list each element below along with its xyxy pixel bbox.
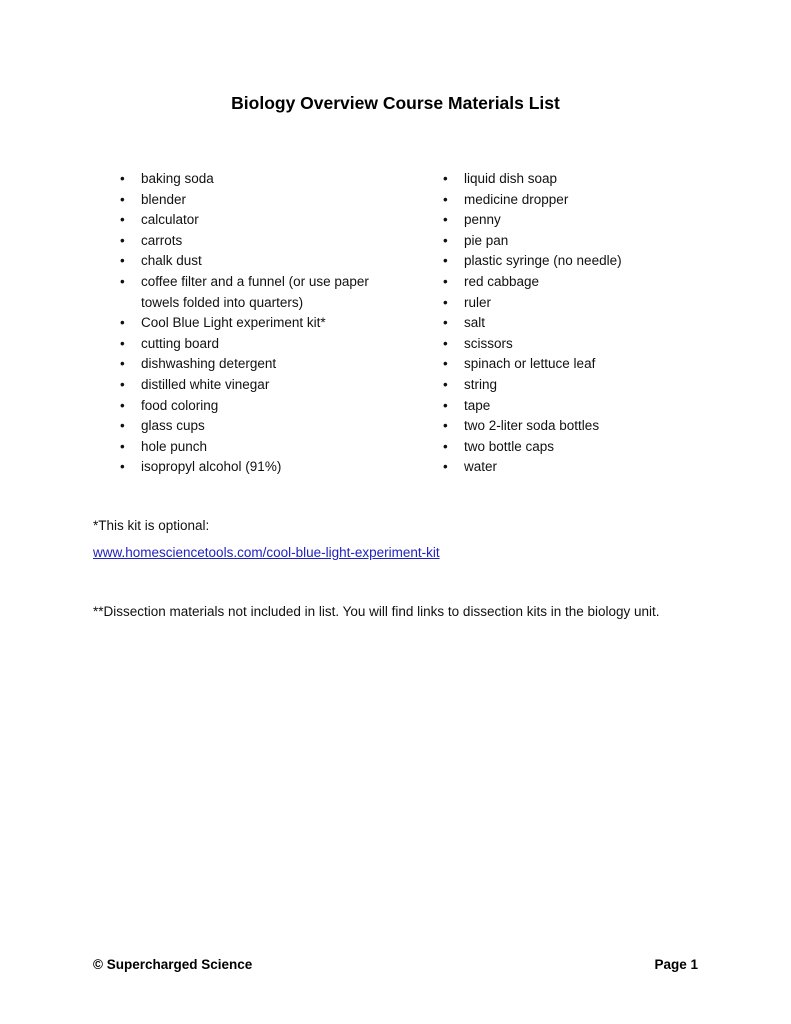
list-item — [443, 313, 791, 334]
list-item — [120, 375, 443, 396]
bullet-icon: • — [120, 418, 125, 434]
bullet-icon: • — [120, 315, 125, 331]
list-item — [443, 457, 791, 478]
list-item — [443, 210, 791, 231]
kit-hyperlink[interactable]: www.homesciencetools.com/cool-blue-light-experiment-kit — [93, 544, 440, 560]
bullet-icon: • — [120, 232, 125, 248]
bullet-icon: • — [443, 459, 448, 475]
bullet-icon: • — [443, 253, 448, 269]
list-item-label: penny — [464, 212, 501, 228]
list-item — [443, 437, 791, 458]
bullet-icon: • — [120, 376, 125, 392]
list-item-label: coffee filter and a funnel (or use paper towels folded into quarters) — [141, 273, 369, 310]
list-item — [120, 313, 443, 334]
list-item-label: two 2-liter soda bottles — [464, 418, 600, 434]
list-item-label: Cool Blue Light experiment kit* — [141, 315, 326, 331]
list-item-label: carrots — [141, 232, 183, 248]
bullet-icon: • — [120, 356, 125, 372]
bullet-icon: • — [443, 273, 448, 289]
list-item-label: two bottle caps — [464, 438, 555, 454]
list-item — [120, 354, 443, 375]
page-title: Biology Overview Course Materials List — [231, 93, 560, 113]
list-item-label: salt — [464, 315, 486, 331]
bullet-icon: • — [443, 171, 448, 186]
list-item-label: tape — [464, 397, 491, 413]
list-item — [443, 375, 791, 396]
list-item-label: liquid dish soap — [464, 171, 558, 186]
bullet-icon: • — [443, 294, 448, 310]
list-item — [120, 396, 443, 417]
list-item — [120, 416, 443, 437]
list-item-label: blender — [141, 191, 187, 207]
bullet-icon: • — [443, 191, 448, 207]
page-footer — [93, 957, 698, 972]
list-item-label: pie pan — [464, 232, 509, 248]
footer-page-number: Page 1 — [654, 957, 698, 972]
bullet-icon: • — [120, 273, 125, 289]
list-item — [120, 190, 443, 211]
bullet-icon: • — [120, 459, 125, 475]
list-item-label: distilled white vinegar — [141, 376, 270, 392]
bullet-icon: • — [120, 212, 125, 228]
list-item — [120, 334, 443, 355]
dissection-note: **Dissection materials not included in list. You will find links to dissection kits in the biology unit. — [93, 603, 660, 619]
bullet-icon: • — [120, 253, 125, 269]
list-item-label: medicine dropper — [464, 191, 569, 207]
materials-columns — [120, 169, 791, 478]
bullet-icon: • — [120, 191, 125, 207]
list-item — [120, 437, 443, 458]
bullet-icon: • — [443, 356, 448, 372]
materials-column-left — [120, 169, 443, 478]
list-item-label: water — [464, 459, 498, 475]
list-item-label: hole punch — [141, 438, 208, 454]
list-item-label: chalk dust — [141, 253, 202, 269]
bullet-icon: • — [443, 335, 448, 351]
list-item-label: ruler — [464, 294, 492, 310]
list-item-label: calculator — [141, 212, 199, 228]
list-item — [443, 231, 791, 252]
bullet-icon: • — [120, 397, 125, 413]
list-item-label: dishwashing detergent — [141, 356, 277, 372]
list-item-label: string — [464, 376, 498, 392]
list-item-label: spinach or lettuce leaf — [464, 356, 596, 372]
list-item — [120, 210, 443, 231]
list-item-label: food coloring — [141, 397, 219, 413]
list-item — [120, 231, 443, 252]
list-item — [120, 272, 443, 313]
bullet-icon: • — [120, 438, 125, 454]
bullet-icon: • — [443, 376, 448, 392]
bullet-icon: • — [443, 397, 448, 413]
kit-link-line — [93, 539, 698, 566]
list-item — [443, 169, 791, 190]
list-item-label: plastic syringe (no needle) — [464, 253, 622, 269]
list-item-label: glass cups — [141, 418, 205, 434]
footer-copyright: © Supercharged Science — [93, 957, 253, 972]
list-item-label: scissors — [464, 335, 513, 351]
materials-list-left — [120, 169, 443, 478]
bullet-icon: • — [443, 438, 448, 454]
list-item-label: red cabbage — [464, 273, 540, 289]
bullet-icon: • — [443, 232, 448, 248]
list-item-label: cutting board — [141, 335, 220, 351]
materials-list-right — [443, 169, 791, 478]
list-item-label: baking soda — [141, 171, 214, 186]
list-item-label: isopropyl alcohol (91%) — [141, 459, 282, 475]
list-item — [443, 293, 791, 314]
list-item — [120, 169, 443, 190]
list-item — [443, 190, 791, 211]
list-item — [443, 354, 791, 375]
list-item — [120, 457, 443, 478]
list-item — [443, 272, 791, 293]
bullet-icon: • — [120, 171, 125, 186]
notes-section — [93, 512, 698, 566]
bullet-icon: • — [443, 212, 448, 228]
kit-optional-note: *This kit is optional: — [93, 517, 210, 533]
list-item — [443, 396, 791, 417]
bullet-icon: • — [443, 418, 448, 434]
list-item — [443, 334, 791, 355]
list-item — [443, 416, 791, 437]
bullet-icon: • — [443, 315, 448, 331]
bullet-icon: • — [120, 335, 125, 351]
list-item — [120, 251, 443, 272]
list-item — [443, 251, 791, 272]
materials-column-right — [443, 169, 791, 478]
